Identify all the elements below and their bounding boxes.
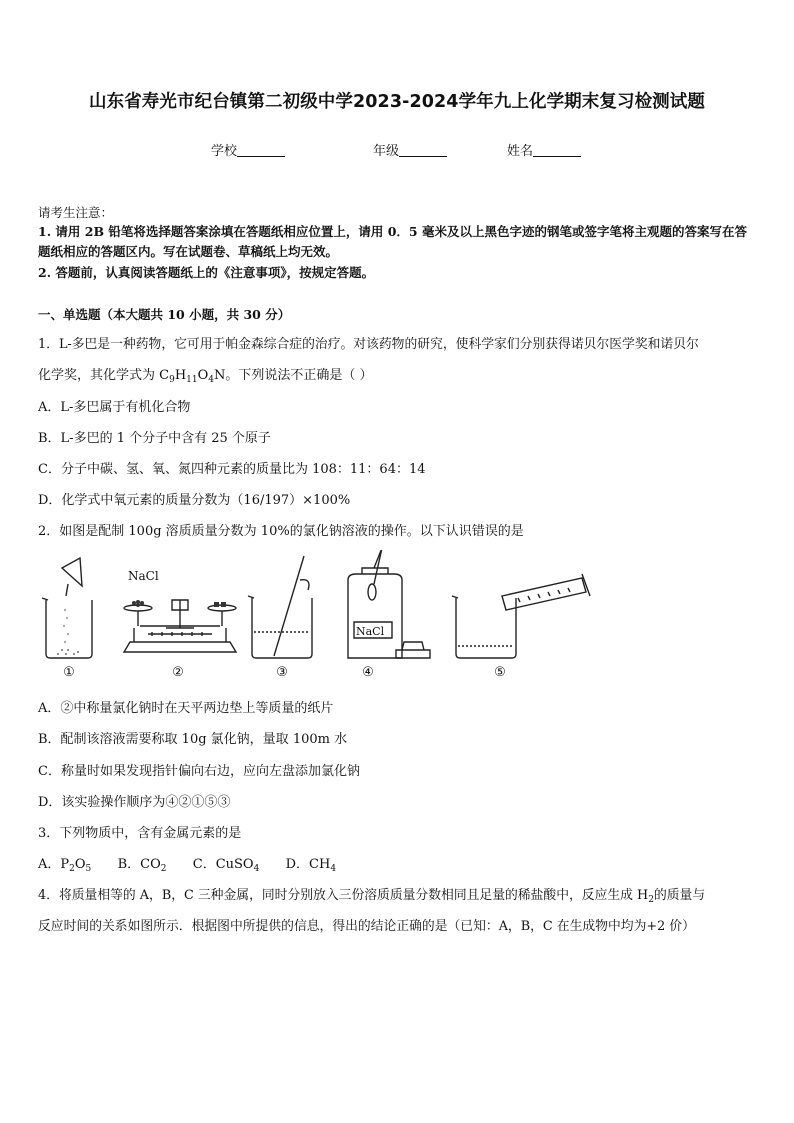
school-label: 学校 [211,144,238,159]
q2-option-c[interactable]: C．称量时如果发现指针偏向右边，应向左盘添加氯化钠 [38,764,360,779]
step3-stirring-icon [248,556,312,658]
q1-option-a[interactable]: A．L-多巴属于有机化合物 [38,400,191,415]
q3-option-b[interactable]: B．$CO_2$ [117,857,167,874]
q3-options [38,853,336,872]
q2-stem: 2．如图是配制 100g 溶质质量分数为 10%的氯化钠溶液的操作。以下认识错误的是 [38,524,524,539]
notice-item-1: 1. 请用 2B 铅笔将选择题答案涂填在答题纸相应位置上，请用 0．5 毫米及以上黑色字迹的钢笔或签字笔将主观题的答案写在答题纸相应的答题区内。写在试题卷、草稿纸上均无效。 [38,224,747,259]
figure-label-5: ⑤ [494,665,506,680]
name-field [507,140,581,159]
notice-item-2: 2. 答题前，认真阅读答题纸上的《注意事项》，按规定答题。 [38,265,375,280]
name-label: 姓名 [507,144,534,159]
figure-label-3: ③ [276,665,288,680]
notice-heading: 请考生注意： [38,205,114,220]
q1-option-c[interactable]: C．分子中碳、氢、氧、氮四种元素的质量比为 108：11：64：14 [38,462,426,477]
q2-option-b[interactable]: B．配制该溶液需要称取 10g 氯化钠，量取 100m 水 [38,732,348,747]
section-heading: 一、单选题（本大题共 10 小题，共 30 分） [38,307,291,322]
school-field [211,140,285,159]
q4-stem-line2: 反应时间的关系如图所示．根据图中所提供的信息，得出的结论正确的是（已知：A，B，C 在生成物中均为+2 价） [38,919,695,934]
step5-measuring-cylinder-icon [452,574,590,658]
step2-balance-icon [124,600,236,652]
q3-option-d[interactable]: D．$CH_4$ [285,857,337,874]
q1-option-d[interactable]: D．化学式中氧元素的质量分数为（16/197）×100% [38,493,351,508]
q2-option-a[interactable]: A．②中称量氯化钠时在天平两边垫上等质量的纸片 [38,701,334,716]
q3-stem: 3．下列物质中，含有金属元素的是 [38,826,242,841]
q3-option-c[interactable]: C．CuSO$_4$ [192,857,260,874]
bottle-nacl-label: NaCl [356,625,385,638]
q1-stem-line1: 1．L-多巴是一种药物，它可用于帕金森综合症的治疗。对该药物的研究，使科学家们分别获得诺贝尔医学奖和诺贝尔 [38,337,699,352]
figure-label-4: ④ [362,665,374,680]
q1-stem-line2: 化学奖，其化学式为 $C_9H_{11}O_4N$。下列说法不正确是（ ） [38,368,373,385]
nacl-label: NaCl [128,569,159,583]
figure-label-2: ② [172,665,184,680]
step1-pouring-icon [42,558,92,658]
grade-blank[interactable] [399,143,447,157]
grade-label: 年级 [373,144,400,159]
solution-prep-figure [38,550,598,685]
q4-stem-line1: 4．将质量相等的 A，B，C 三种金属，同时分别放入三份溶质质量分数相同且足量的稀盐酸中，反应生成 $H_2$的质量与 [38,888,706,905]
step4-reagent-bottle-icon [348,550,430,658]
q3-option-a[interactable]: A．$P_2O_5$ [38,857,92,874]
school-blank[interactable] [237,143,285,157]
q1-option-b[interactable]: B．L-多巴的 1 个分子中含有 25 个原子 [38,431,271,446]
grade-field [373,140,447,159]
figure-label-1: ① [63,665,75,680]
name-blank[interactable] [533,143,581,157]
exam-title: 山东省寿光市纪台镇第二初级中学2023-2024学年九上化学期末复习检测试题 [89,92,705,112]
q2-option-d[interactable]: D．该实验操作顺序为④②①⑤③ [38,795,231,810]
